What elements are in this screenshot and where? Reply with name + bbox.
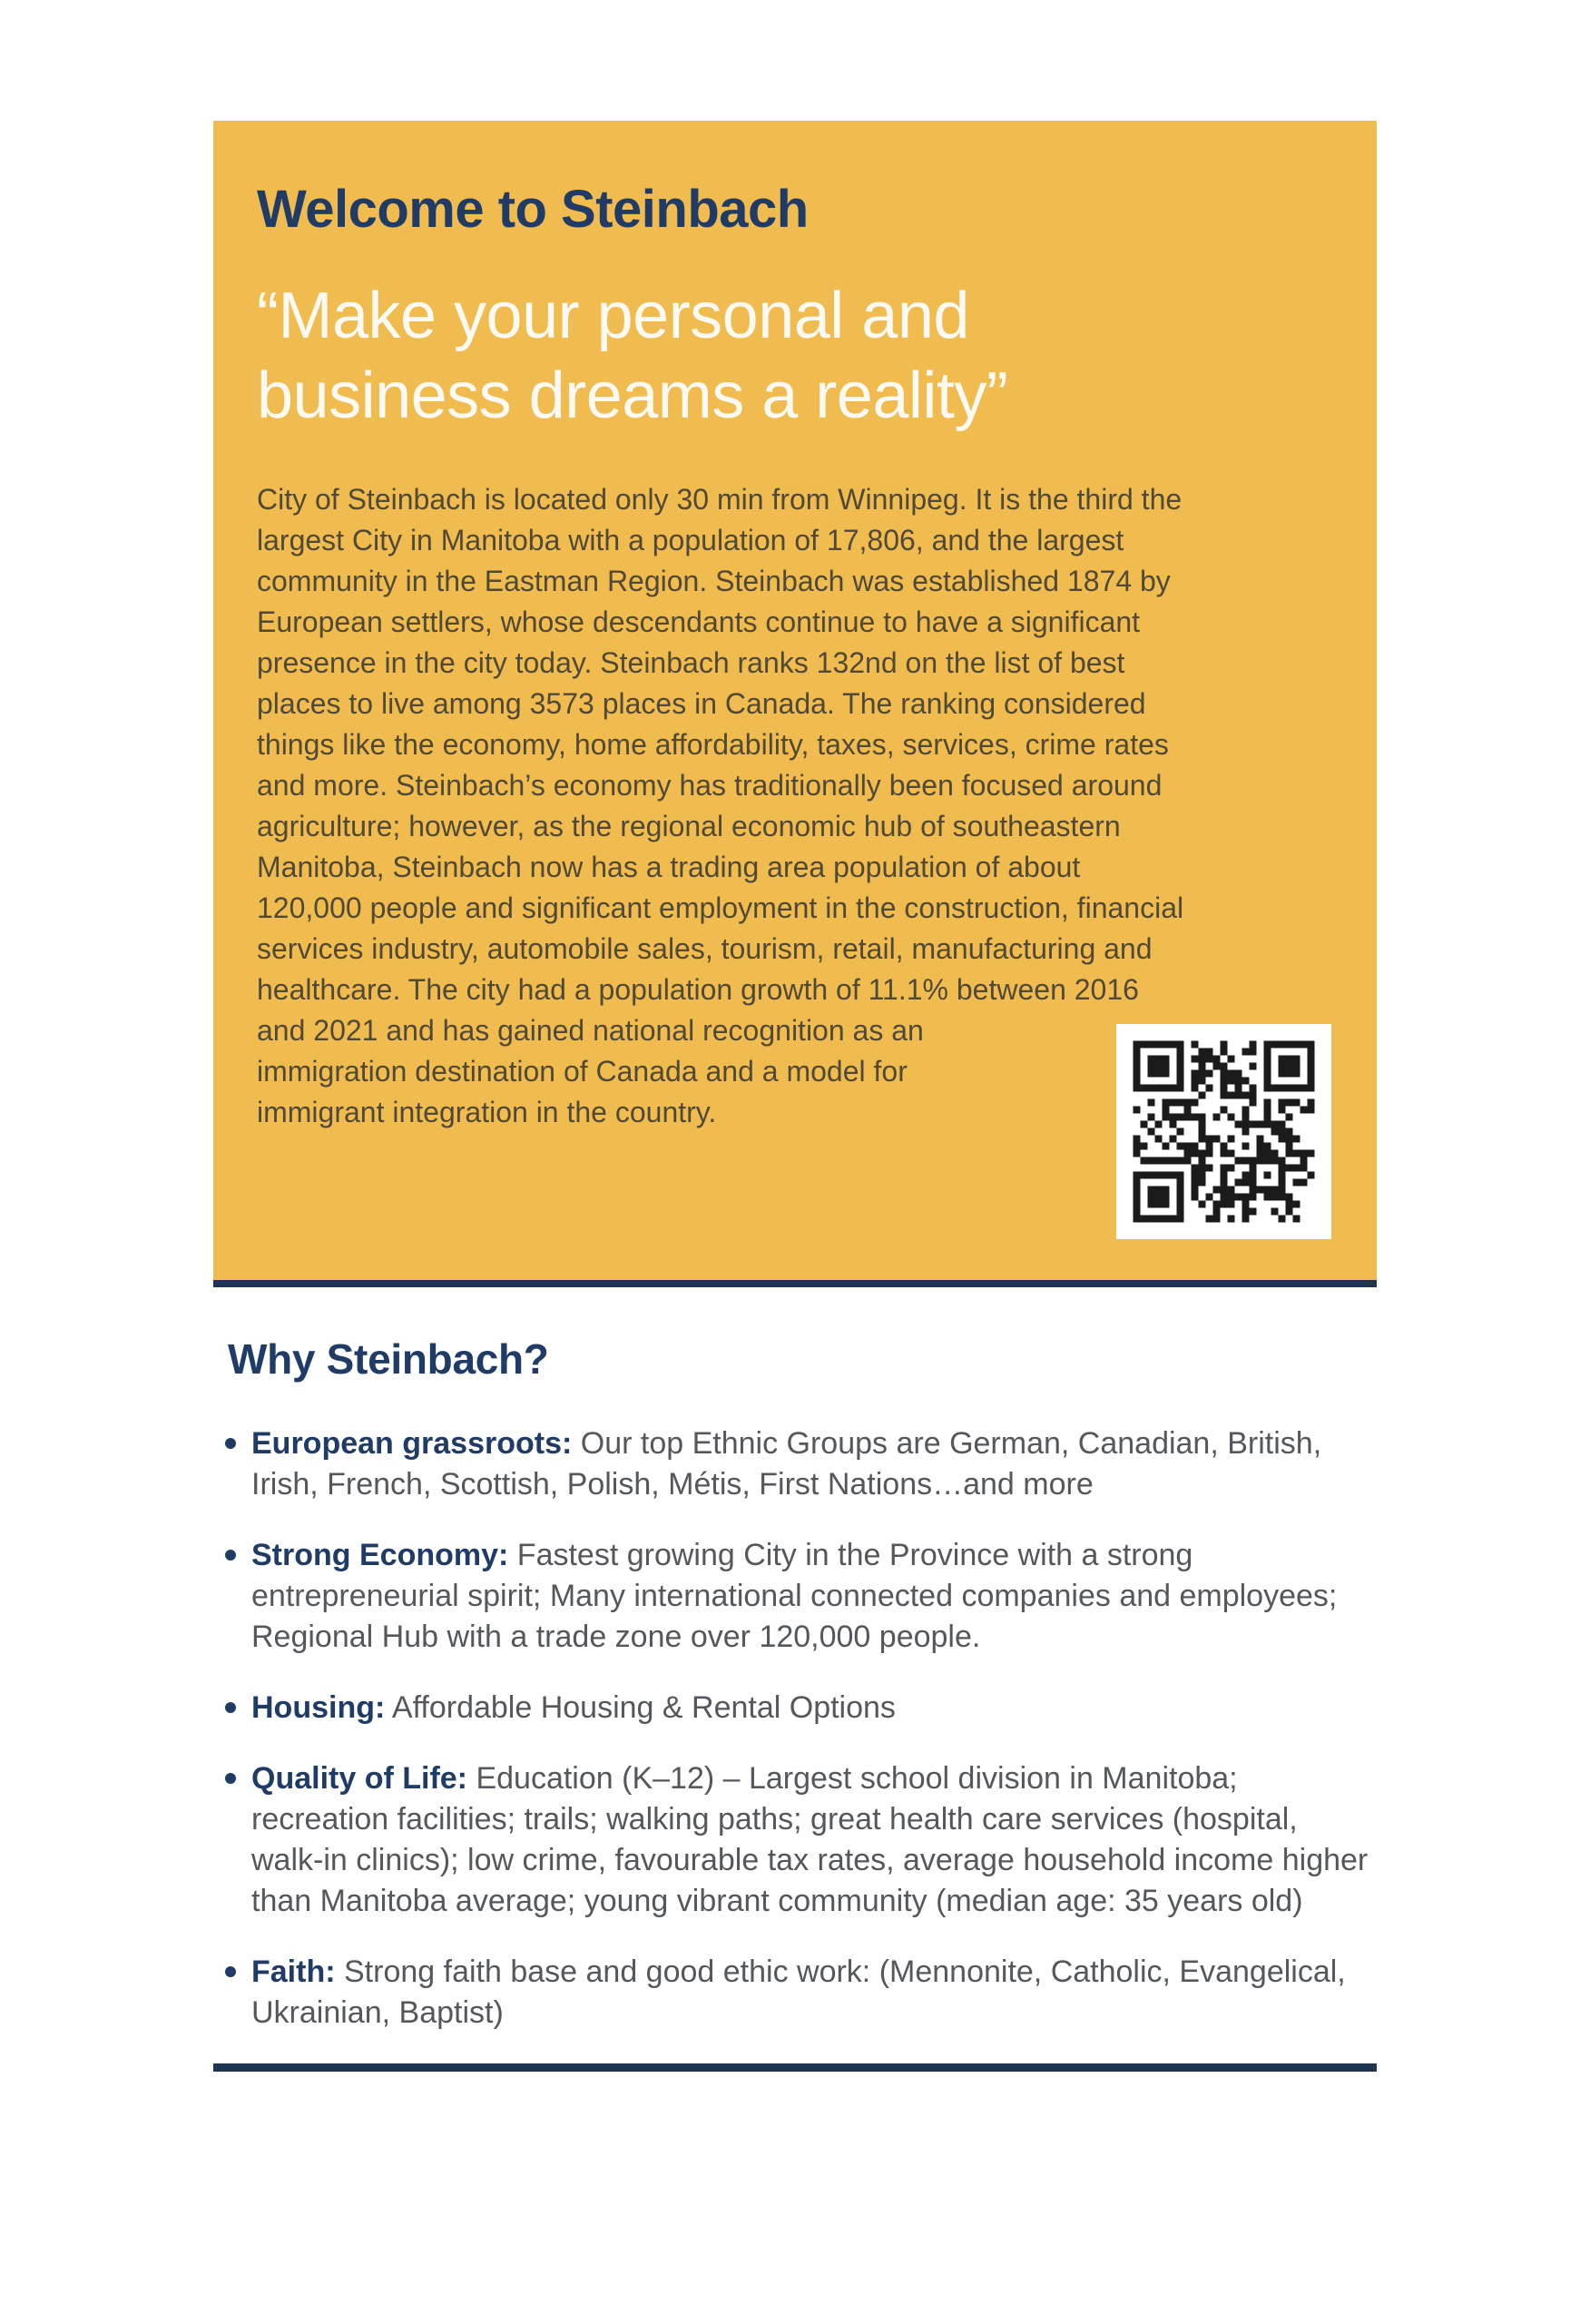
- bullet-lead: Quality of Life:: [251, 1761, 467, 1796]
- paragraph-line: and more. Steinbach’s economy has traditionally been focused around: [257, 769, 1163, 802]
- paragraph-line: Manitoba, Steinbach now has a trading area population of about: [257, 851, 1081, 883]
- paragraph-line: services industry, automobile sales, tourism, retail, manufacturing and: [257, 932, 1153, 965]
- paragraph-line: healthcare. The city had a population growth of 11.1% between 2016: [257, 973, 1139, 1006]
- card-bottom-divider: [213, 1280, 1377, 1287]
- why-heading: Why Steinbach?: [228, 1335, 549, 1383]
- bottom-divider: [213, 2063, 1377, 2072]
- bullet-dot-icon: [225, 1966, 236, 1977]
- bullet-text: Fastest growing City in the Province with a strong entrepreneurial spirit; Many international connected companies and employees; Regional Hub with a trade zone over 120,000 people.: [251, 1538, 1338, 1654]
- bullet-lead: Housing:: [251, 1690, 386, 1725]
- paragraph-line: City of Steinbach is located only 30 min from Winnipeg. It is the third the: [257, 483, 1183, 516]
- bullet-item-housing: [213, 1688, 1377, 1728]
- bullet-dot-icon: [225, 1702, 236, 1713]
- bullet-item-quality-of-life: [213, 1758, 1377, 1922]
- bullet-dot-icon: [225, 1438, 236, 1449]
- paragraph-line: European settlers, whose descendants continue to have a significant: [257, 606, 1141, 638]
- bullet-dot-icon: [225, 1773, 236, 1784]
- paragraph-line: places to live among 3573 places in Canada. The ranking considered: [257, 687, 1146, 720]
- qr-code-icon: [1116, 1024, 1331, 1239]
- welcome-card: [213, 121, 1377, 1280]
- bullet-text: Affordable Housing & Rental Options: [391, 1690, 896, 1725]
- bullet-item-european-grassroots: [213, 1423, 1377, 1505]
- bullet-text: Education (K–12) – Largest school division in Manitoba; recreation facilities; trails; walking paths; great health care services (hospital, walk-in clinics); low crime, favourable tax rates, average household income higher than Manitoba average; young vibrant community (median age: 35 years old): [251, 1761, 1369, 1918]
- welcome-heading: Welcome to Steinbach: [257, 180, 809, 239]
- bullet-lead: Strong Economy:: [251, 1538, 509, 1572]
- bullet-item-strong-economy: [213, 1535, 1377, 1658]
- paragraph-line: immigrant integration in the country.: [257, 1096, 717, 1128]
- bullet-lead: European grassroots:: [251, 1426, 573, 1461]
- why-bullet-list: [213, 1423, 1377, 2034]
- bullet-lead: Faith:: [251, 1955, 336, 1989]
- paragraph-line: immigration destination of Canada and a model for: [257, 1055, 908, 1088]
- qr-code-pattern: [1116, 1024, 1331, 1239]
- why-steinbach-section: [213, 1334, 1377, 2072]
- hero-quote-line: business dreams a reality”: [257, 359, 1008, 432]
- bullet-text: Our top Ethnic Groups are German, Canadian, British, Irish, French, Scottish, Polish, Métis, First Nations…and more: [251, 1426, 1322, 1502]
- bullet-item-faith: [213, 1952, 1377, 2034]
- paragraph-line: things like the economy, home affordability, taxes, services, crime rates: [257, 728, 1169, 761]
- paragraph-line: and 2021 and has gained national recognition as an: [257, 1014, 924, 1047]
- bullet-text: Strong faith base and good ethic work: (Mennonite, Catholic, Evangelical, Ukrainian, Baptist): [251, 1955, 1346, 2030]
- paragraph-line: community in the Eastman Region. Steinbach was established 1874 by: [257, 565, 1171, 597]
- paragraph-line: agriculture; however, as the regional economic hub of southeastern: [257, 810, 1121, 842]
- bullet-dot-icon: [225, 1550, 236, 1561]
- hero-quote: [257, 276, 1335, 436]
- paragraph-line: 120,000 people and significant employment in the construction, financial: [257, 891, 1184, 924]
- paragraph-line: presence in the city today. Steinbach ranks 132nd on the list of best: [257, 646, 1125, 679]
- paragraph-line: largest City in Manitoba with a population of 17,806, and the largest: [257, 524, 1124, 556]
- hero-quote-line: “Make your personal and: [257, 280, 969, 352]
